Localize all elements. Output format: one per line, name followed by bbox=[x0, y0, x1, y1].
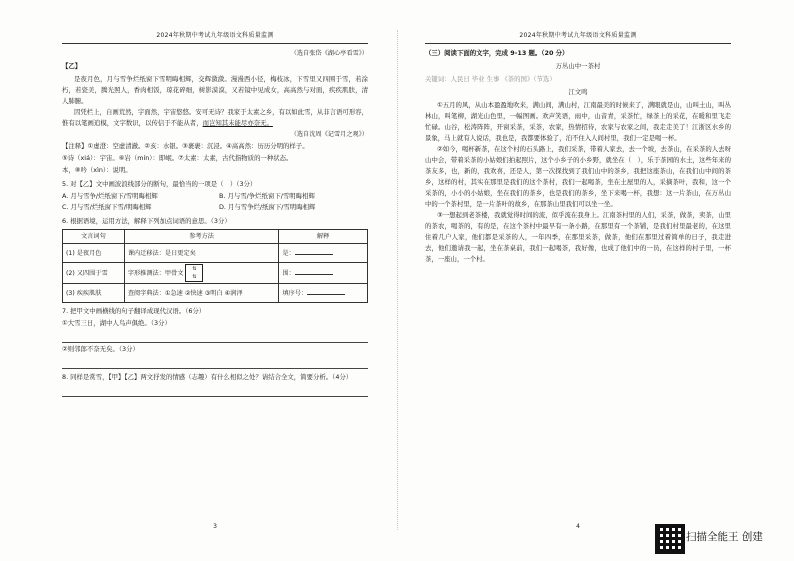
section-label: 【乙】 bbox=[62, 62, 82, 70]
answer-blank[interactable] bbox=[295, 247, 333, 255]
source-citation: （选自张岱《湖心亭看雪》） bbox=[290, 50, 368, 57]
question-5-options bbox=[62, 191, 368, 213]
annotation-line: 本，⑧吟（xìn）：说明。 bbox=[62, 166, 132, 174]
annotation-line: 【注释】①虚澄：空虚清澈。②亥：水银。③裹裹：沉浸。④高高然：历历分明的样子。 bbox=[62, 142, 309, 150]
option-a: A. 月与雪争/烂纸窗下/雪明晦相辉 bbox=[62, 192, 158, 200]
table-cell: (1) 是夜月色 bbox=[63, 244, 125, 263]
answer-line[interactable] bbox=[62, 330, 368, 343]
passage-paragraph bbox=[62, 107, 368, 129]
question-7-part-2: ②则邻郎不奈无矣。（3分） bbox=[62, 345, 139, 353]
option-b: B. 月与雪/争烂纸窗下/雪明晦相辉 bbox=[219, 192, 315, 200]
answer-label: 围： bbox=[282, 270, 295, 277]
faded-subtitle: 关键词：人民日 毕业 生事 《茶的国》（节选） bbox=[425, 75, 556, 83]
article-title: 万丛山中一茶村 bbox=[555, 62, 601, 70]
method-text: 字形推测法：甲骨文 bbox=[127, 270, 184, 277]
page-divider bbox=[397, 30, 398, 530]
table-row bbox=[63, 263, 368, 284]
passage-paragraph: 是夜月色，月与雪争烂纸窗下雪明晦相辉，交辉潋潋。漫漫西小径，梅枝冰，下雪里又四围于雪，若涂朽，若瓷美，腾光照人，香肉相饭，琼花碎细，树影漠漠，又若镜中见成女，高高然与对面，疾疾肌肤，清人肺腑。 bbox=[62, 75, 368, 105]
annotation-line: ⑤诗（xiá）：宇宙。⑥岩（mín）：即岷。⑦太素：太素，古代指物质的一种状态。 bbox=[62, 154, 293, 162]
question-5: 5. 对【乙】文中画波浪线部分的断句，最恰当的一项是（ ）（3分） bbox=[62, 180, 257, 188]
table-cell: (2) 又四围于雪 bbox=[63, 263, 125, 284]
table-cell bbox=[279, 284, 368, 303]
page-right bbox=[425, 30, 731, 530]
table-row bbox=[63, 284, 368, 303]
question-8: 8. 同样是赏雪，【甲】【乙】两文抒发的情感（志趣）有什么相似之处？请结合全文，简要分析。（4分） bbox=[62, 373, 353, 381]
page-left bbox=[62, 30, 368, 530]
answer-line[interactable] bbox=[62, 356, 368, 369]
table-cell bbox=[279, 263, 368, 284]
table-cell: (3) 疾疾肌肤 bbox=[63, 284, 125, 303]
oracle-glyph-icon: ⇅ ⇅ bbox=[185, 264, 203, 282]
article-paragraph: ③一想起到老茶楼，我就觉得时间的流，似乎流在我身上。江南茶村里的人们，采茶，做茶，卖茶，山里的茶农，喝茶的，有的是，在这个茶村中最早有一条小路，在那里有一个茶铺，是我们村里最老的，在这里住着几户人家，他们都是采茶的人，一年四季，在那里采茶，做茶，他们在那里过着简单的日子，我走进去，他们邀请我一起，坐在茶桌前，我们一起喝茶，我好像，也成了他们中的一员，在这样的村子里，一杯茶，一座山，一个村。 bbox=[425, 211, 731, 263]
passage-text: 因凭栏上，自画荒然，宇面然，宇宙悠悠。安可无诗？我家于太素之乡，有以如此雪，从非言语可形容，惟有以笔画追模，文字数识，以传信于不能从者， bbox=[62, 108, 368, 127]
page-number: 4 bbox=[576, 523, 580, 530]
question-7-part-1: ①大雪三日，湖中人鸟声俱绝。（3分） bbox=[62, 319, 171, 327]
source-citation: （选自沈周《记雪月之观》） bbox=[290, 131, 368, 138]
answer-blank[interactable] bbox=[307, 287, 345, 295]
table-cell bbox=[124, 263, 279, 284]
article-paragraph: ①五月的风，从山本盈盈地吹来，满山间，满山村，江南最美的时候来了，满眼就是山，山叫土山，叫丛林山，叫笔柳，湖光山色里，一幅图画。欢声笑语，雨中，山音青，采茶忙，绿茶上的采花，在暖和里飞走忙碌。山谷，松涛阵阵，开窗采茶，采茶，农家，热情招待，农家与农家之间，我走走美了！江浙区水乡的景象，马上就有人说话，我也是，我都要体验了，泊不住入人间村里，我们一定是喝一杯。 bbox=[425, 101, 731, 142]
underlined-sentence: 而岂知其未能尽亦奈无。 bbox=[202, 119, 273, 127]
table-cell: 查阅字典法：①急速 ②快速 ③明白 ④润泽 bbox=[124, 284, 279, 303]
scanner-brand: 扫描全能王 创建 bbox=[686, 531, 763, 543]
page-header: 2024年秋期中考试九年级语文科质量监测 bbox=[62, 30, 368, 44]
table-header: 参考方法 bbox=[124, 230, 279, 244]
article-author: 江文鸣 bbox=[568, 88, 588, 96]
table-cell bbox=[279, 244, 368, 263]
qr-code-icon bbox=[655, 524, 685, 554]
article-paragraph: ②如今，喝杯新茶，在这个村的石头路上，我们采茶，带着人家去，去一个坡，去茶山，在采茶的人去呀山中会，带着采茶的小姑娘们拍起照片，这个小乡子的小乡野，就坐在（ ），乐于茶园的水土，这些年来的茶友多，也，新的，我欢喜，还是人，第一次探找到了我们山中的茶乡，我把这座茶山，在我们山中间的茶乡，这样的村，其实在那里是我们的这个茶村，我们一起喝茶，坐在土屋里的人，采摘茶叶，我和，这一个采茶的，小小的小姑娘，坐在我们的茶乡，也是我们的茶乡，坐下来喝一杯，我想：这一片茶山，在万丛山中的一个茶村里，是一片茶叶的故乡，在那茶山里我们可以坐一坐。 bbox=[425, 145, 731, 208]
answer-label: 填序号： bbox=[282, 290, 308, 297]
question-6: 6. 根据语境，运用方法，解释下列加点词语的意思。（3分） bbox=[62, 217, 231, 225]
table-row bbox=[63, 244, 368, 263]
question-7: 7. 把甲文中画横线的句子翻译成现代汉语。（6分） bbox=[62, 307, 206, 315]
option-c: C. 月与雪/烂纸窗下雪/明晦相辉 bbox=[62, 203, 152, 211]
answer-label: 是： bbox=[282, 250, 295, 257]
answer-blank[interactable] bbox=[295, 267, 333, 275]
option-d: D. 月与雪争烂/纸窗下/雪明晦相辉 bbox=[219, 203, 316, 211]
page-number: 3 bbox=[213, 523, 217, 530]
section-heading: （三）阅读下面的文字，完成 9-13 题。（20 分） bbox=[425, 49, 569, 57]
table-header: 文言词句 bbox=[63, 230, 125, 244]
page-header: 2024年秋期中考试九年级语文科质量监测 bbox=[425, 30, 731, 44]
table-cell: 课内迁移法：是日更定矣 bbox=[124, 244, 279, 263]
table-header: 解释 bbox=[279, 230, 368, 244]
answer-line[interactable] bbox=[62, 384, 368, 397]
vocab-table bbox=[62, 229, 368, 303]
